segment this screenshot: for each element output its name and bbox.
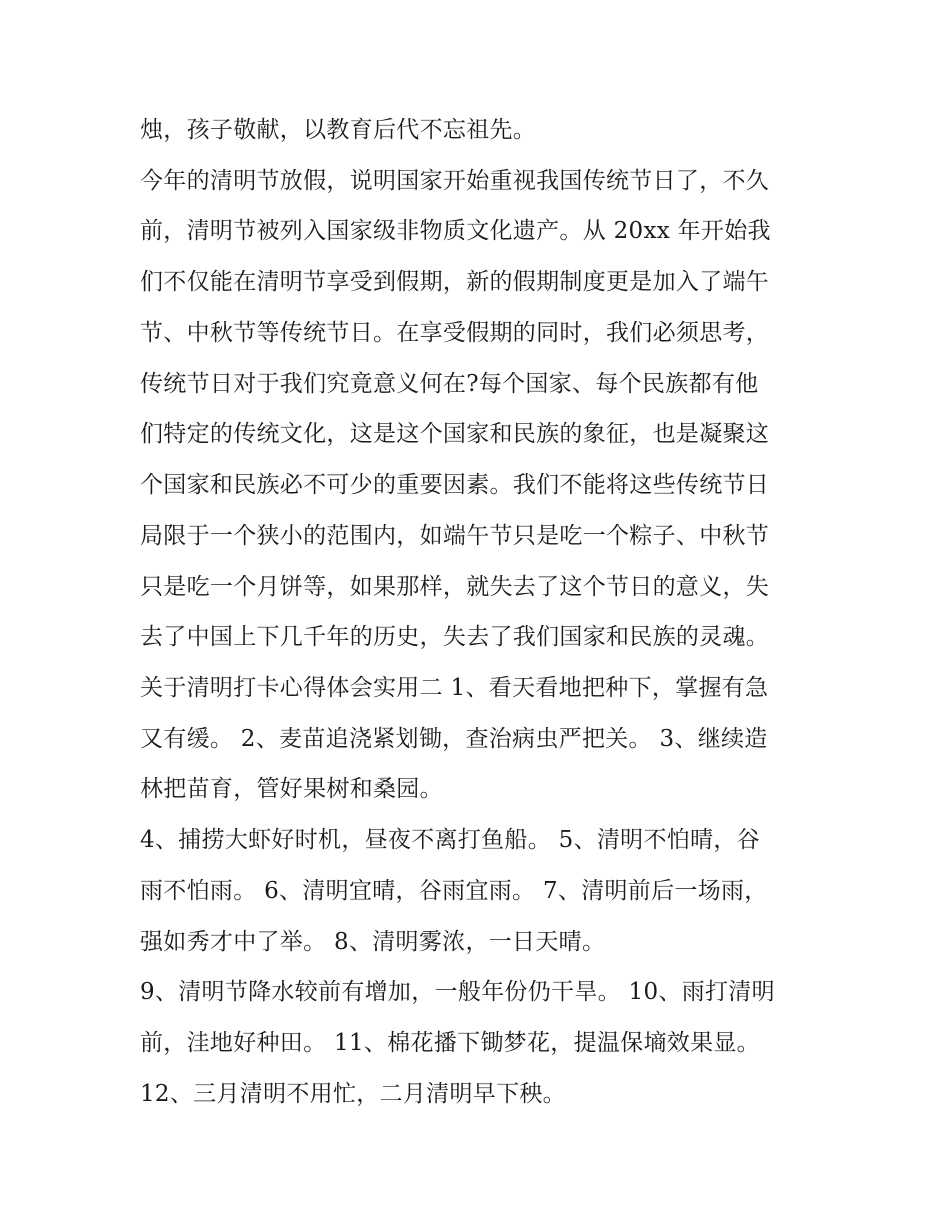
text-line: 林把苗育，管好果树和桑园。: [140, 776, 443, 802]
text-line: 9、清明节降水较前有增加，一般年份仍干旱。 10、雨打清明: [140, 979, 775, 1005]
text-line: 们特定的传统文化，这是这个国家和民族的象征，也是凝聚这: [140, 421, 770, 447]
text-line: 前，洼地好种田。 11、棉花播下锄梦花，提温保墒效果显。: [140, 1030, 760, 1056]
text-line: 个国家和民族必不可少的重要因素。我们不能将这些传统节日: [140, 472, 770, 498]
text-line: 4、捕捞大虾好时机，昼夜不离打鱼船。 5、清明不怕晴，谷: [140, 827, 760, 853]
text-line: 12、三月清明不用忙，二月清明早下秧。: [140, 1081, 566, 1107]
text-line: 去了中国上下几千年的历史，失去了我们国家和民族的灵魂。: [140, 624, 770, 650]
text-line: 关于清明打卡心得体会实用二 1、看天看地把种下，掌握有急: [140, 675, 769, 701]
text-line: 局限于一个狭小的范围内，如端午节只是吃一个粽子、中秋节: [140, 523, 770, 549]
text-line: 节、中秋节等传统节日。在享受假期的同时，我们必须思考，: [140, 320, 770, 346]
text-line: 又有缓。 2、麦苗追浇紧划锄，查治病虫严把关。 3、继续造: [140, 726, 768, 752]
text-line: 强如秀才中了举。 8、清明雾浓，一日天晴。: [140, 929, 606, 955]
text-line: 们不仅能在清明节享受到假期，新的假期制度更是加入了端午: [140, 269, 770, 295]
text-line: 前，清明节被列入国家级非物质文化遗产。从 20xx 年开始我: [140, 218, 771, 244]
text-line: 烛，孩子敬献，以教育后代不忘祖先。: [140, 117, 537, 143]
text-line: 今年的清明节放假，说明国家开始重视我国传统节日了，不久: [140, 168, 770, 194]
text-line: 雨不怕雨。 6、清明宜晴，谷雨宜雨。 7、清明前后一场雨，: [140, 878, 768, 904]
text-line: 传统节日对于我们究竟意义何在?每个国家、每个民族都有他: [140, 371, 759, 397]
text-line: 只是吃一个月饼等，如果那样，就失去了这个节日的意义，失: [140, 574, 770, 600]
